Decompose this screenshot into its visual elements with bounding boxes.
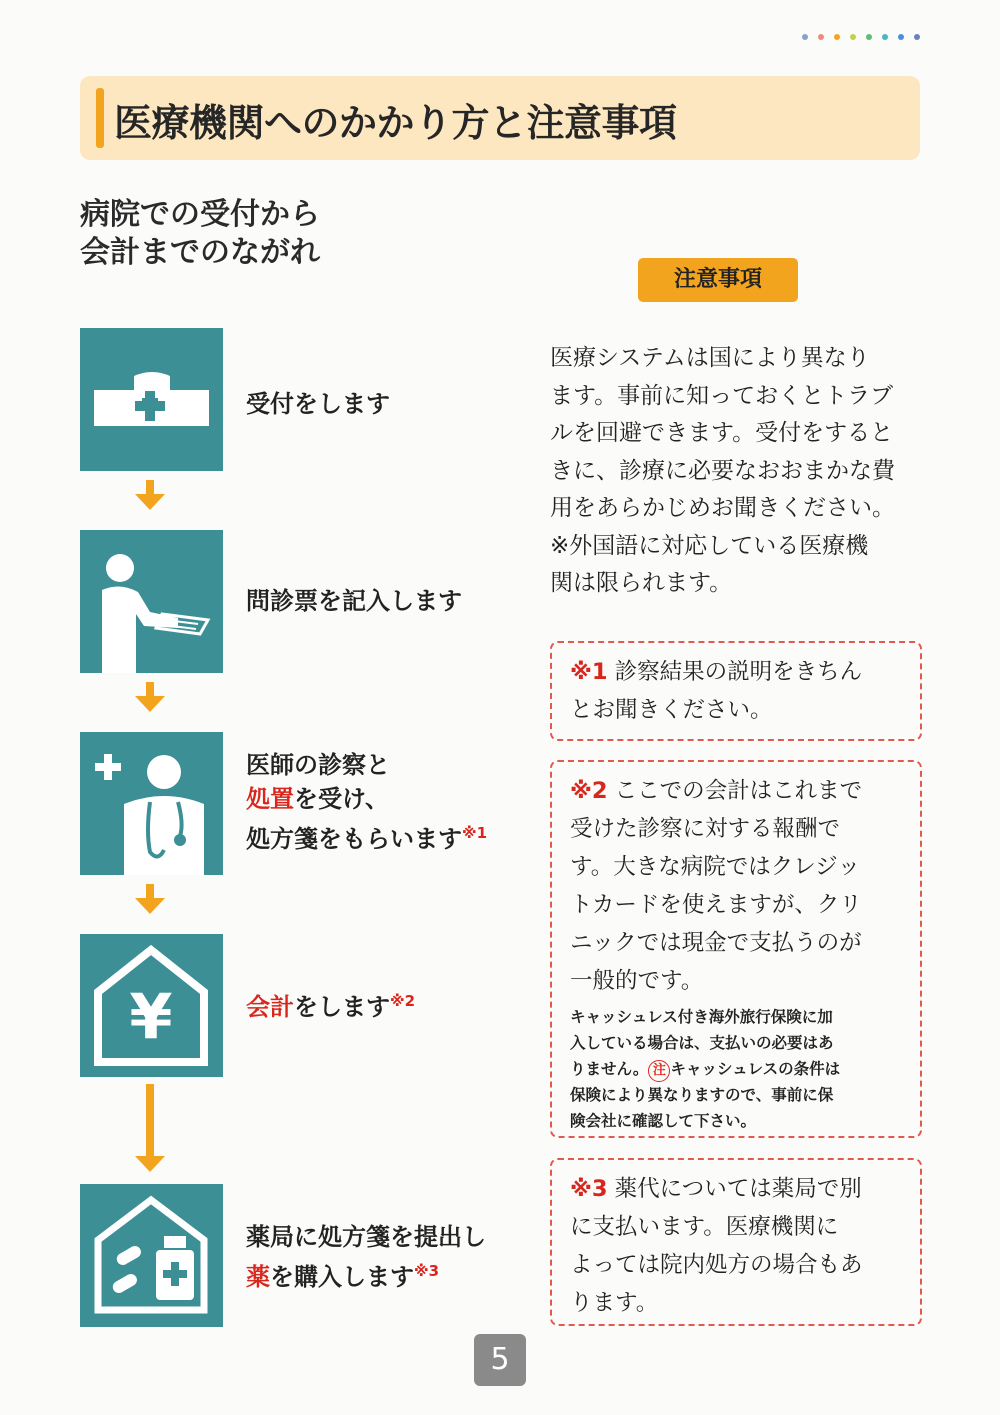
caution-info-text [550,340,922,603]
step-5-red-word: 薬 [246,1263,270,1291]
page-header [80,76,920,160]
svg-text:¥: ¥ [129,980,173,1053]
note-3-text [570,1170,902,1322]
header-accent-bar [96,88,104,148]
note-3-line-4: ります。 [570,1290,659,1316]
small-line-1: キャッシュレス付き海外旅行保険に加 [570,1008,833,1026]
note-2-mark: ※2 [570,778,608,804]
decorative-dot [818,34,824,40]
page-number: 5 [474,1334,526,1386]
step-3-label [246,748,487,856]
note-3-box [550,1158,922,1326]
note-3-mark: ※3 [570,1176,608,1202]
step-3-line-2 [246,782,487,816]
decorative-dot [850,34,856,40]
subtitle-line-1: 病院での受付から [80,197,320,232]
note-2-line-4: トカードを使えますが、クリ [570,892,862,918]
decorative-dot [866,34,872,40]
info-line: 医療システムは国により異なり [550,345,870,371]
note-1-box [550,641,922,741]
info-line: 用をあらかじめお聞きください。 [550,495,895,521]
step-3-line-3 [246,816,487,856]
note-3-line-2: に支払います。医療機関に [570,1214,839,1240]
step-3-line-1: 医師の診察と [246,751,390,779]
note-3-line-1: 薬代については薬局で別 [607,1176,862,1202]
note-line [570,653,902,691]
subtitle-line-2: 会計までのながれ [80,235,320,270]
flow-subtitle [80,196,320,272]
yen-icon [80,934,223,1077]
note-2-box [550,760,922,1138]
step-5-label [246,1220,486,1294]
note-2-line-2: 受けた診察に対する報酬で [570,816,841,842]
note-1-text [570,653,902,729]
page-title: 医療機関へのかかり方と注意事項 [114,101,677,145]
step-4-note-mark: ※2 [390,992,416,1010]
step-3-line-2-rest: を受け、 [294,785,390,813]
step-3-line-3-text: 処方箋をもらいます [246,825,462,853]
step-4-red-word: 会計 [246,993,294,1021]
small-line-3-post: キャッシュレスの条件は [670,1060,841,1078]
small-line-5: 険会社に確認して下さい。 [570,1112,757,1130]
note-2-line-6: 一般的です。 [570,968,704,994]
caution-badge: 注意事項 [638,258,798,302]
info-line: きに、診療に必要なおおまかな費 [550,457,895,484]
step-3-note-mark: ※1 [462,824,488,842]
decorative-dot [914,34,920,40]
note-2-line-3: す。大きな病院ではクレジッ [570,854,861,880]
decorative-dot [834,34,840,40]
note-1-mark: ※1 [570,659,608,685]
step-5-line-2-rest: を購入します [270,1263,414,1291]
hospital-icon [80,328,223,471]
pharmacy-icon [80,1184,223,1327]
circled-note-mark: 注 [648,1060,670,1082]
step-4-label [246,984,415,1024]
note-2-line-5: ニックでは現金で支払うのが [570,930,862,956]
decorative-dots [802,34,920,40]
note-line [570,772,902,810]
decorative-dot [882,34,888,40]
info-line: 関は限られます。 [550,570,733,596]
info-line: ※外国語に対応している医療機 [550,532,869,559]
questionnaire-icon [80,530,223,673]
small-line-4: 保険により異なりますので、事前に保 [570,1086,834,1104]
step-5-note-mark: ※3 [414,1262,440,1280]
note-1-line-1: 診察結果の説明をきちん [607,659,863,685]
note-2-line-1: ここでの会計はこれまで [607,778,863,804]
step-5-line-2 [246,1254,486,1294]
small-line-3 [570,1056,902,1082]
small-line-3-pre: りません。 [570,1060,649,1078]
info-line: ます。事前に知っておくとトラブ [550,382,894,409]
note-3-line-3: よっては院内処方の場合もあ [570,1252,863,1278]
doctor-icon [80,732,223,875]
note-2-text [570,772,902,1000]
cashless-insurance-note [570,1004,902,1134]
step-4-label-rest: をします [294,993,390,1021]
note-1-line-2: とお聞きください。 [570,697,773,723]
note-line [570,1170,902,1208]
step-5-line-1: 薬局に処方箋を提出し [246,1223,486,1251]
step-2-label: 問診票を記入します [246,587,462,615]
info-line: ルを回避できます。受付をすると [550,420,894,446]
small-line-2: 入している場合は、支払いの必要はあ [570,1034,834,1052]
decorative-dot [898,34,904,40]
step-3-red-word: 処置 [246,785,294,813]
decorative-dot [802,34,808,40]
step-1-label: 受付をします [246,390,390,418]
